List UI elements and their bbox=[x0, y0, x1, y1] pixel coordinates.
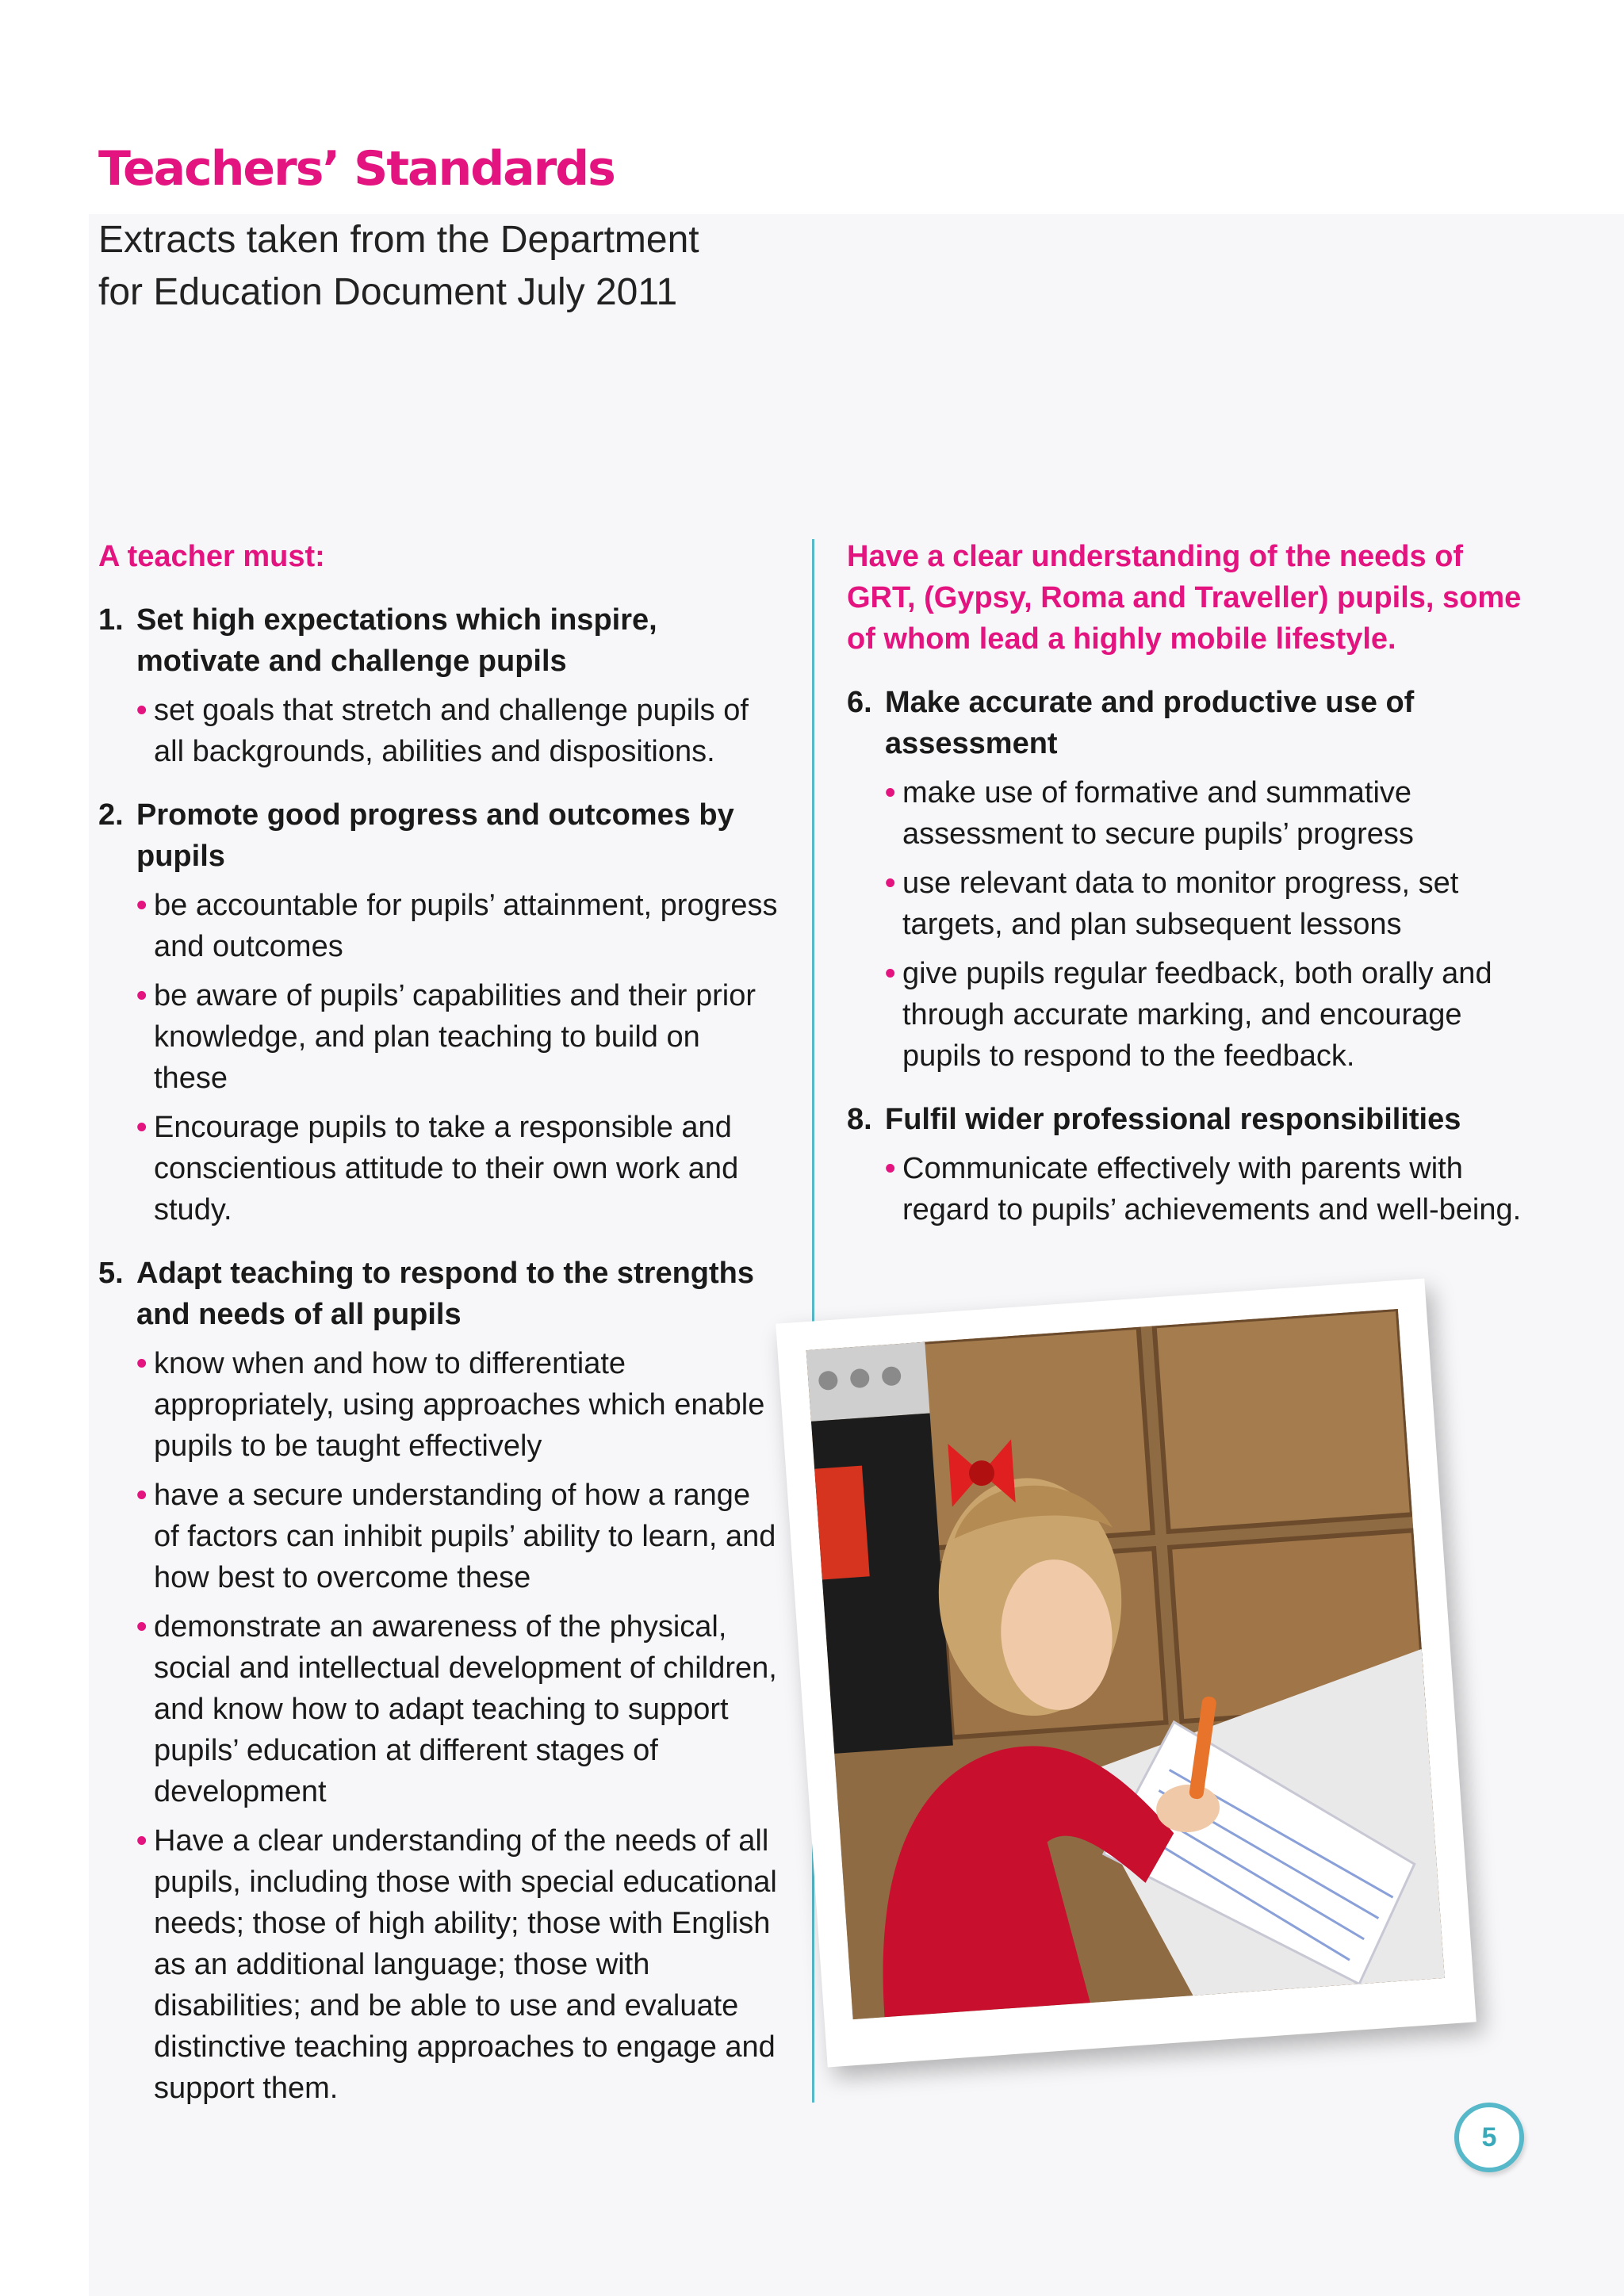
classroom-photo bbox=[806, 1309, 1445, 2019]
bullet-item bbox=[98, 1475, 780, 1598]
bullet-dot-icon: • bbox=[136, 1347, 147, 1380]
bullet-text: be accountable for pupils’ attainment, progress and outcomes bbox=[154, 889, 778, 963]
left-column bbox=[98, 536, 780, 2131]
standard-number: 1. bbox=[98, 603, 124, 637]
bullet-item bbox=[98, 975, 780, 1099]
subtitle-line-1: Extracts taken from the Department bbox=[98, 219, 699, 261]
left-column-heading: A teacher must: bbox=[98, 540, 325, 573]
page-title: Teachers’ Standards bbox=[98, 141, 615, 197]
page-number-badge: 5 bbox=[1454, 2103, 1524, 2172]
bullet-item bbox=[847, 953, 1537, 1077]
bullet-text: Encourage pupils to take a responsible and conscientious attitude to their own work and study. bbox=[154, 1111, 739, 1226]
bullet-item bbox=[98, 1107, 780, 1230]
bullet-text: know when and how to differentiate appropriately, using approaches which enable pupils to be taught effectively bbox=[154, 1347, 765, 1463]
classroom-photo-image bbox=[806, 1309, 1445, 2019]
standard-2 bbox=[98, 794, 780, 1230]
standard-1 bbox=[98, 599, 780, 772]
bullet-text: be aware of pupils’ capabilities and their prior knowledge, and plan teaching to build on these bbox=[154, 979, 756, 1095]
photo-frame bbox=[776, 1279, 1477, 2068]
bullet-dot-icon: • bbox=[885, 957, 896, 990]
bullet-dot-icon: • bbox=[136, 1111, 147, 1144]
page-subtitle bbox=[98, 214, 812, 319]
right-column-heading: Have a clear understanding of the needs of GRT, (Gypsy, Roma and Traveller) pupils, some of whom lead a highly mobile lifestyle. bbox=[847, 540, 1522, 656]
bullet-text: Have a clear understanding of the needs of all pupils, including those with special educational needs; those of high ability; those with English as an additional language; those with disabilities; and be able to use and evaluate distinctive teaching approaches to engage and support them. bbox=[154, 1824, 777, 2105]
subtitle-line-2: for Education Document July 2011 bbox=[98, 271, 678, 313]
bullet-text: Communicate effectively with parents with regard to pupils’ achievements and well-being. bbox=[902, 1152, 1522, 1226]
bullet-text: use relevant data to monitor progress, set targets, and plan subsequent lessons bbox=[902, 867, 1459, 941]
standard-number: 8. bbox=[847, 1103, 872, 1136]
standard-title-text: Set high expectations which inspire, motivate and challenge pupils bbox=[136, 603, 657, 678]
bullet-item bbox=[98, 1606, 780, 1812]
bullet-text: make use of formative and summative assessment to secure pupils’ progress bbox=[902, 776, 1414, 851]
bullet-item bbox=[847, 863, 1537, 945]
standard-title bbox=[98, 599, 780, 682]
standard-number: 2. bbox=[98, 798, 124, 832]
bullet-dot-icon: • bbox=[885, 867, 896, 900]
standard-title-text: Make accurate and productive use of assessment bbox=[885, 686, 1415, 760]
bullet-dot-icon: • bbox=[136, 1610, 147, 1644]
bullet-dot-icon: • bbox=[136, 1824, 147, 1858]
standard-title bbox=[847, 682, 1537, 764]
bullet-dot-icon: • bbox=[136, 1479, 147, 1512]
bullet-item bbox=[98, 1820, 780, 2109]
bullet-dot-icon: • bbox=[136, 889, 147, 922]
bullet-text: demonstrate an awareness of the physical, social and intellectual development of children, and know how to adapt teaching to support pupils’ education at different stages of development bbox=[154, 1610, 777, 1808]
standard-number: 5. bbox=[98, 1257, 124, 1290]
standard-title-text: Promote good progress and outcomes by pupils bbox=[136, 798, 734, 873]
bullet-text: give pupils regular feedback, both orally and through accurate marking, and encourage pupils to respond to the feedback. bbox=[902, 957, 1492, 1073]
bullet-item bbox=[847, 772, 1537, 855]
standard-title bbox=[98, 794, 780, 877]
standard-6 bbox=[847, 682, 1537, 1077]
bullet-text: set goals that stretch and challenge pupils of all backgrounds, abilities and dispositions. bbox=[154, 694, 749, 768]
bullet-text: have a secure understanding of how a range of factors can inhibit pupils’ ability to learn, and how best to overcome these bbox=[154, 1479, 776, 1594]
bullet-dot-icon: • bbox=[885, 776, 896, 809]
standard-5 bbox=[98, 1253, 780, 2109]
right-column bbox=[847, 536, 1537, 1253]
standard-title bbox=[847, 1099, 1537, 1140]
bullet-dot-icon: • bbox=[136, 694, 147, 727]
bullet-item bbox=[98, 885, 780, 967]
standard-number: 6. bbox=[847, 686, 872, 719]
standard-8 bbox=[847, 1099, 1537, 1230]
standard-title-text: Fulfil wider professional responsibilities bbox=[885, 1103, 1461, 1136]
bullet-item bbox=[98, 690, 780, 772]
bullet-dot-icon: • bbox=[885, 1152, 896, 1185]
bullet-dot-icon: • bbox=[136, 979, 147, 1012]
bullet-item bbox=[847, 1148, 1537, 1230]
standard-title bbox=[98, 1253, 780, 1335]
standard-title-text: Adapt teaching to respond to the strengths and needs of all pupils bbox=[136, 1257, 755, 1331]
bullet-item bbox=[98, 1343, 780, 1467]
